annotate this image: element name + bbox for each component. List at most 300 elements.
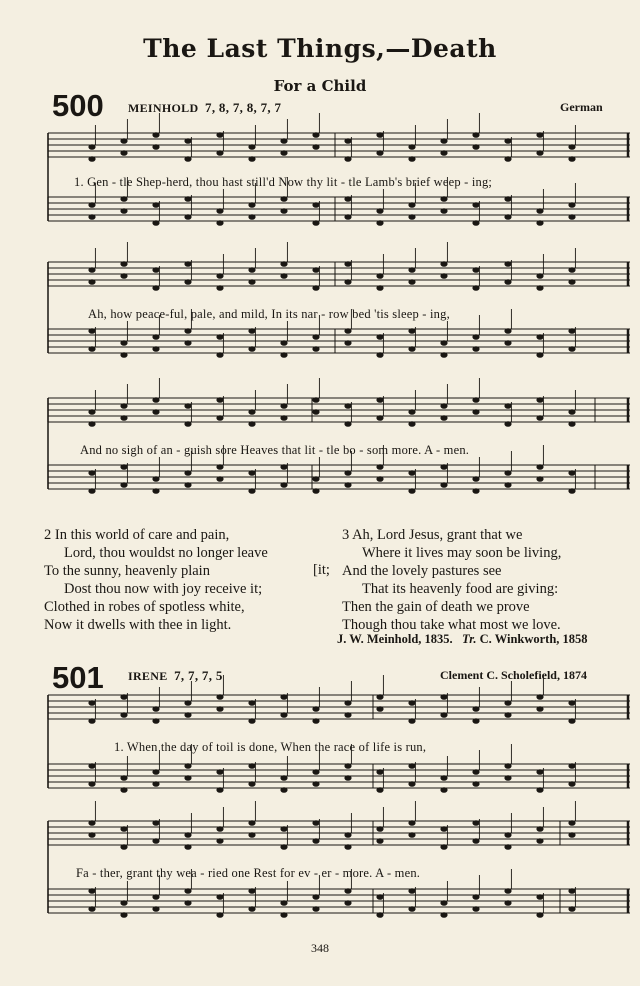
note-head: [184, 470, 191, 476]
note-head: [376, 208, 383, 214]
note-head: [568, 906, 575, 912]
note-head: [472, 334, 479, 340]
note-head: [408, 888, 415, 894]
note-head: [408, 328, 415, 334]
note-head: [472, 718, 479, 724]
note-head: [152, 202, 159, 208]
note-head: [536, 826, 543, 832]
note-head: [408, 267, 415, 273]
note-head: [408, 700, 415, 706]
note-head: [568, 409, 575, 415]
hymn-500-meter: 7, 8, 7, 8, 7, 7: [205, 100, 282, 115]
note-head: [408, 832, 415, 838]
note-head: [88, 781, 95, 787]
note-head: [120, 826, 127, 832]
note-head: [504, 832, 511, 838]
note-head: [472, 409, 479, 415]
hymn-500-author: J. W. Meinhold, 1835.: [337, 632, 453, 646]
note-head: [504, 888, 511, 894]
note-head: [312, 334, 319, 340]
note-head: [312, 769, 319, 775]
note-head: [120, 482, 127, 488]
note-head: [472, 488, 479, 494]
note-head: [248, 888, 255, 894]
note-head: [312, 267, 319, 273]
note-head: [536, 476, 543, 482]
note-head: [344, 328, 351, 334]
note-head: [216, 285, 223, 291]
note-head: [152, 476, 159, 482]
note-head: [120, 694, 127, 700]
note-head: [344, 279, 351, 285]
note-head: [440, 196, 447, 202]
page-subtitle: For a Child: [273, 77, 367, 95]
note-head: [216, 694, 223, 700]
note-head: [312, 906, 319, 912]
note-head: [120, 138, 127, 144]
note-head: [440, 844, 447, 850]
note-head: [344, 196, 351, 202]
note-head: [440, 273, 447, 279]
note-head: [504, 421, 511, 427]
note-head: [312, 202, 319, 208]
note-head: [536, 894, 543, 900]
note-head: [344, 214, 351, 220]
note-head: [408, 820, 415, 826]
verse-line: That its heavenly food are giving:: [362, 581, 559, 597]
note-head: [184, 214, 191, 220]
note-head: [312, 220, 319, 226]
note-head: [376, 838, 383, 844]
note-head: [504, 775, 511, 781]
note-head: [472, 894, 479, 900]
note-head: [184, 279, 191, 285]
note-head: [504, 261, 511, 267]
note-head: [536, 838, 543, 844]
note-head: [440, 138, 447, 144]
note-head: [440, 415, 447, 421]
note-head: [440, 482, 447, 488]
note-head: [472, 838, 479, 844]
hymn-501-tune: [128, 668, 223, 684]
note-head: [536, 150, 543, 156]
note-head: [536, 397, 543, 403]
note-head: [472, 906, 479, 912]
note-head: [152, 132, 159, 138]
note-head: [568, 328, 575, 334]
note-head: [376, 464, 383, 470]
note-head: [408, 346, 415, 352]
note-head: [152, 220, 159, 226]
note-head: [344, 900, 351, 906]
note-head: [120, 352, 127, 358]
note-head: [280, 900, 287, 906]
hymn-500-lyric-line-3: And no sigh of an - guish sore Heaves that lit - tle bo - som more. A - men.: [80, 443, 470, 457]
note-head: [280, 775, 287, 781]
note-head: [440, 694, 447, 700]
note-head: [184, 844, 191, 850]
note-head: [280, 787, 287, 793]
note-head: [472, 781, 479, 787]
note-head: [376, 273, 383, 279]
note-head: [120, 150, 127, 156]
note-head: [120, 912, 127, 918]
note-head: [344, 261, 351, 267]
note-head: [248, 832, 255, 838]
note-head: [184, 421, 191, 427]
note-head: [344, 403, 351, 409]
note-head: [344, 156, 351, 162]
note-head: [184, 763, 191, 769]
note-head: [248, 781, 255, 787]
note-head: [88, 718, 95, 724]
note-head: [216, 273, 223, 279]
note-head: [376, 397, 383, 403]
note-head: [344, 470, 351, 476]
note-head: [568, 488, 575, 494]
verse-line: Clothed in robes of spotless white,: [44, 599, 245, 615]
note-head: [248, 820, 255, 826]
note-head: [344, 712, 351, 718]
note-head: [88, 409, 95, 415]
note-head: [152, 409, 159, 415]
note-head: [376, 285, 383, 291]
note-head: [344, 763, 351, 769]
note-head: [376, 476, 383, 482]
note-head: [568, 214, 575, 220]
note-head: [312, 488, 319, 494]
note-head: [280, 826, 287, 832]
note-head: [152, 718, 159, 724]
note-head: [536, 769, 543, 775]
note-head: [408, 763, 415, 769]
hymn-501-number: 501: [52, 660, 104, 695]
note-head: [280, 352, 287, 358]
note-head: [568, 421, 575, 427]
note-head: [472, 397, 479, 403]
note-head: [216, 220, 223, 226]
translator-prefix: Tr.: [462, 632, 477, 646]
note-head: [440, 340, 447, 346]
note-head: [216, 208, 223, 214]
note-head: [120, 208, 127, 214]
note-head: [216, 132, 223, 138]
note-head: [504, 482, 511, 488]
note-head: [216, 838, 223, 844]
note-head: [312, 346, 319, 352]
note-head: [120, 403, 127, 409]
note-head: [152, 397, 159, 403]
note-head: [504, 763, 511, 769]
note-head: [472, 285, 479, 291]
note-head: [88, 488, 95, 494]
hymn-501-lyric-line-2: Fa - ther, grant thy wea - ried one Rest for ev - er - more. A - men.: [76, 866, 421, 880]
note-head: [184, 156, 191, 162]
note-head: [568, 700, 575, 706]
note-head: [312, 894, 319, 900]
note-head: [152, 820, 159, 826]
note-head: [536, 132, 543, 138]
note-head: [120, 261, 127, 267]
note-head: [88, 470, 95, 476]
note-head: [440, 912, 447, 918]
note-head: [248, 346, 255, 352]
note-head: [312, 820, 319, 826]
note-head: [248, 470, 255, 476]
note-head: [88, 888, 95, 894]
note-head: [536, 334, 543, 340]
note-head: [312, 718, 319, 724]
hymn-501-lyric-line-1: 1. When the day of toil is done, When the race of life is run,: [114, 740, 427, 754]
note-head: [216, 476, 223, 482]
note-head: [248, 421, 255, 427]
note-head: [152, 285, 159, 291]
note-head: [120, 340, 127, 346]
note-head: [536, 787, 543, 793]
note-head: [504, 844, 511, 850]
note-head: [344, 482, 351, 488]
note-head: [280, 844, 287, 850]
note-head: [344, 421, 351, 427]
note-head: [344, 138, 351, 144]
hymn-501-meter: 7, 7, 7, 5: [174, 668, 223, 683]
note-head: [248, 328, 255, 334]
note-head: [536, 694, 543, 700]
note-head: [440, 787, 447, 793]
note-head: [88, 279, 95, 285]
note-head: [536, 285, 543, 291]
note-head: [344, 700, 351, 706]
note-head: [344, 775, 351, 781]
note-head: [120, 464, 127, 470]
note-head: [216, 464, 223, 470]
note-head: [248, 700, 255, 706]
note-head: [376, 132, 383, 138]
note-head: [344, 888, 351, 894]
hymn-500-origin: German: [560, 100, 603, 114]
note-head: [184, 888, 191, 894]
note-head: [568, 144, 575, 150]
note-head: [504, 403, 511, 409]
note-head: [184, 196, 191, 202]
hymn-500-verse-2: [44, 526, 268, 634]
note-head: [216, 415, 223, 421]
note-head: [248, 214, 255, 220]
note-head: [88, 328, 95, 334]
note-head: [408, 488, 415, 494]
note-head: [312, 476, 319, 482]
page-title: The Last Things,—Death: [143, 34, 497, 63]
note-head: [120, 273, 127, 279]
note-head: [280, 912, 287, 918]
verse-line: Though thou take what most we love.: [342, 617, 561, 633]
hymn-500-verse-3: [342, 526, 561, 634]
note-head: [536, 706, 543, 712]
note-head: [376, 706, 383, 712]
verse-line: Now it dwells with thee in light.: [44, 617, 232, 633]
note-head: [376, 352, 383, 358]
note-head: [216, 894, 223, 900]
verse-line: Where it lives may soon be living,: [362, 545, 562, 561]
note-head: [216, 912, 223, 918]
verse-line: Dost thou now with joy receive it;: [64, 581, 263, 597]
note-head: [568, 202, 575, 208]
note-head: [408, 718, 415, 724]
note-head: [248, 488, 255, 494]
note-head: [88, 700, 95, 706]
note-head: [88, 421, 95, 427]
note-head: [248, 156, 255, 162]
note-head: [536, 464, 543, 470]
note-head: [376, 787, 383, 793]
note-head: [312, 409, 319, 415]
note-head: [88, 346, 95, 352]
note-head: [568, 763, 575, 769]
note-head: [152, 906, 159, 912]
note-head: [312, 285, 319, 291]
verse-2-line-break: [it;: [313, 562, 330, 578]
note-head: [504, 214, 511, 220]
note-head: [440, 712, 447, 718]
note-head: [440, 403, 447, 409]
note-head: [408, 279, 415, 285]
note-head: [376, 415, 383, 421]
note-head: [280, 273, 287, 279]
note-head: [216, 334, 223, 340]
note-head: [248, 202, 255, 208]
note-head: [248, 409, 255, 415]
note-head: [280, 482, 287, 488]
note-head: [88, 832, 95, 838]
note-head: [152, 894, 159, 900]
note-head: [408, 144, 415, 150]
note-head: [568, 279, 575, 285]
note-head: [120, 415, 127, 421]
note-head: [280, 340, 287, 346]
note-head: [152, 781, 159, 787]
note-head: [472, 144, 479, 150]
note-head: [472, 202, 479, 208]
note-head: [408, 156, 415, 162]
hymn-500-tune-name: MEINHOLD: [128, 101, 199, 115]
note-head: [184, 328, 191, 334]
note-head: [120, 844, 127, 850]
note-head: [408, 470, 415, 476]
verse-line: To the sunny, heavenly plain: [44, 563, 210, 579]
note-head: [504, 340, 511, 346]
note-head: [440, 261, 447, 267]
hymn-501-tune-name: IRENE: [128, 669, 168, 683]
note-head: [280, 694, 287, 700]
note-head: [88, 156, 95, 162]
note-head: [568, 832, 575, 838]
note-head: [376, 220, 383, 226]
note-head: [568, 470, 575, 476]
note-head: [216, 787, 223, 793]
note-head: [312, 706, 319, 712]
hymn-500-attribution: [337, 632, 588, 647]
note-head: [248, 267, 255, 273]
verse-line: Lord, thou wouldst no longer leave: [64, 545, 268, 561]
note-head: [344, 832, 351, 838]
note-head: [440, 826, 447, 832]
note-head: [152, 838, 159, 844]
note-head: [216, 706, 223, 712]
note-head: [88, 214, 95, 220]
note-head: [504, 470, 511, 476]
note-head: [88, 820, 95, 826]
note-head: [312, 838, 319, 844]
note-head: [408, 214, 415, 220]
note-head: [472, 706, 479, 712]
note-head: [504, 328, 511, 334]
note-head: [280, 138, 287, 144]
note-head: [88, 267, 95, 273]
note-head: [568, 820, 575, 826]
note-head: [280, 208, 287, 214]
verse-line: And the lovely pastures see: [342, 563, 502, 579]
note-head: [120, 900, 127, 906]
hymn-500-translator: C. Winkworth, 1858: [479, 632, 588, 646]
note-head: [280, 403, 287, 409]
hymn-500-lyric-line-2: Ah, how peace-ful, pale, and mild, In its nar - row bed 'tis sleep - ing,: [88, 307, 450, 321]
note-head: [312, 781, 319, 787]
note-head: [376, 769, 383, 775]
note-head: [280, 712, 287, 718]
note-head: [248, 718, 255, 724]
note-head: [120, 787, 127, 793]
note-head: [440, 150, 447, 156]
note-head: [408, 421, 415, 427]
note-head: [312, 144, 319, 150]
note-head: [504, 279, 511, 285]
note-head: [376, 150, 383, 156]
note-head: [440, 775, 447, 781]
note-head: [344, 844, 351, 850]
note-head: [440, 464, 447, 470]
note-head: [184, 403, 191, 409]
note-head: [184, 261, 191, 267]
note-head: [536, 352, 543, 358]
hymn-500-lyric-line-1: 1. Gen - tle Shep-herd, thou hast still'd Now thy lit - tle Lamb's brief weep - ing;: [74, 175, 493, 189]
note-head: [88, 144, 95, 150]
note-head: [440, 352, 447, 358]
note-head: [120, 775, 127, 781]
note-head: [312, 397, 319, 403]
note-head: [152, 769, 159, 775]
note-head: [280, 150, 287, 156]
note-head: [248, 763, 255, 769]
note-head: [472, 769, 479, 775]
note-head: [152, 488, 159, 494]
note-head: [152, 334, 159, 340]
hymn-500-number: 500: [52, 88, 104, 123]
hymn-501-composer: Clement C. Scholefield, 1874: [440, 668, 587, 682]
note-head: [568, 718, 575, 724]
note-head: [216, 826, 223, 832]
note-head: [472, 132, 479, 138]
note-head: [216, 769, 223, 775]
note-head: [536, 208, 543, 214]
note-head: [440, 900, 447, 906]
note-head: [568, 781, 575, 787]
note-head: [120, 196, 127, 202]
note-head: [536, 415, 543, 421]
note-head: [344, 340, 351, 346]
note-head: [568, 156, 575, 162]
note-head: [376, 694, 383, 700]
note-head: [248, 144, 255, 150]
